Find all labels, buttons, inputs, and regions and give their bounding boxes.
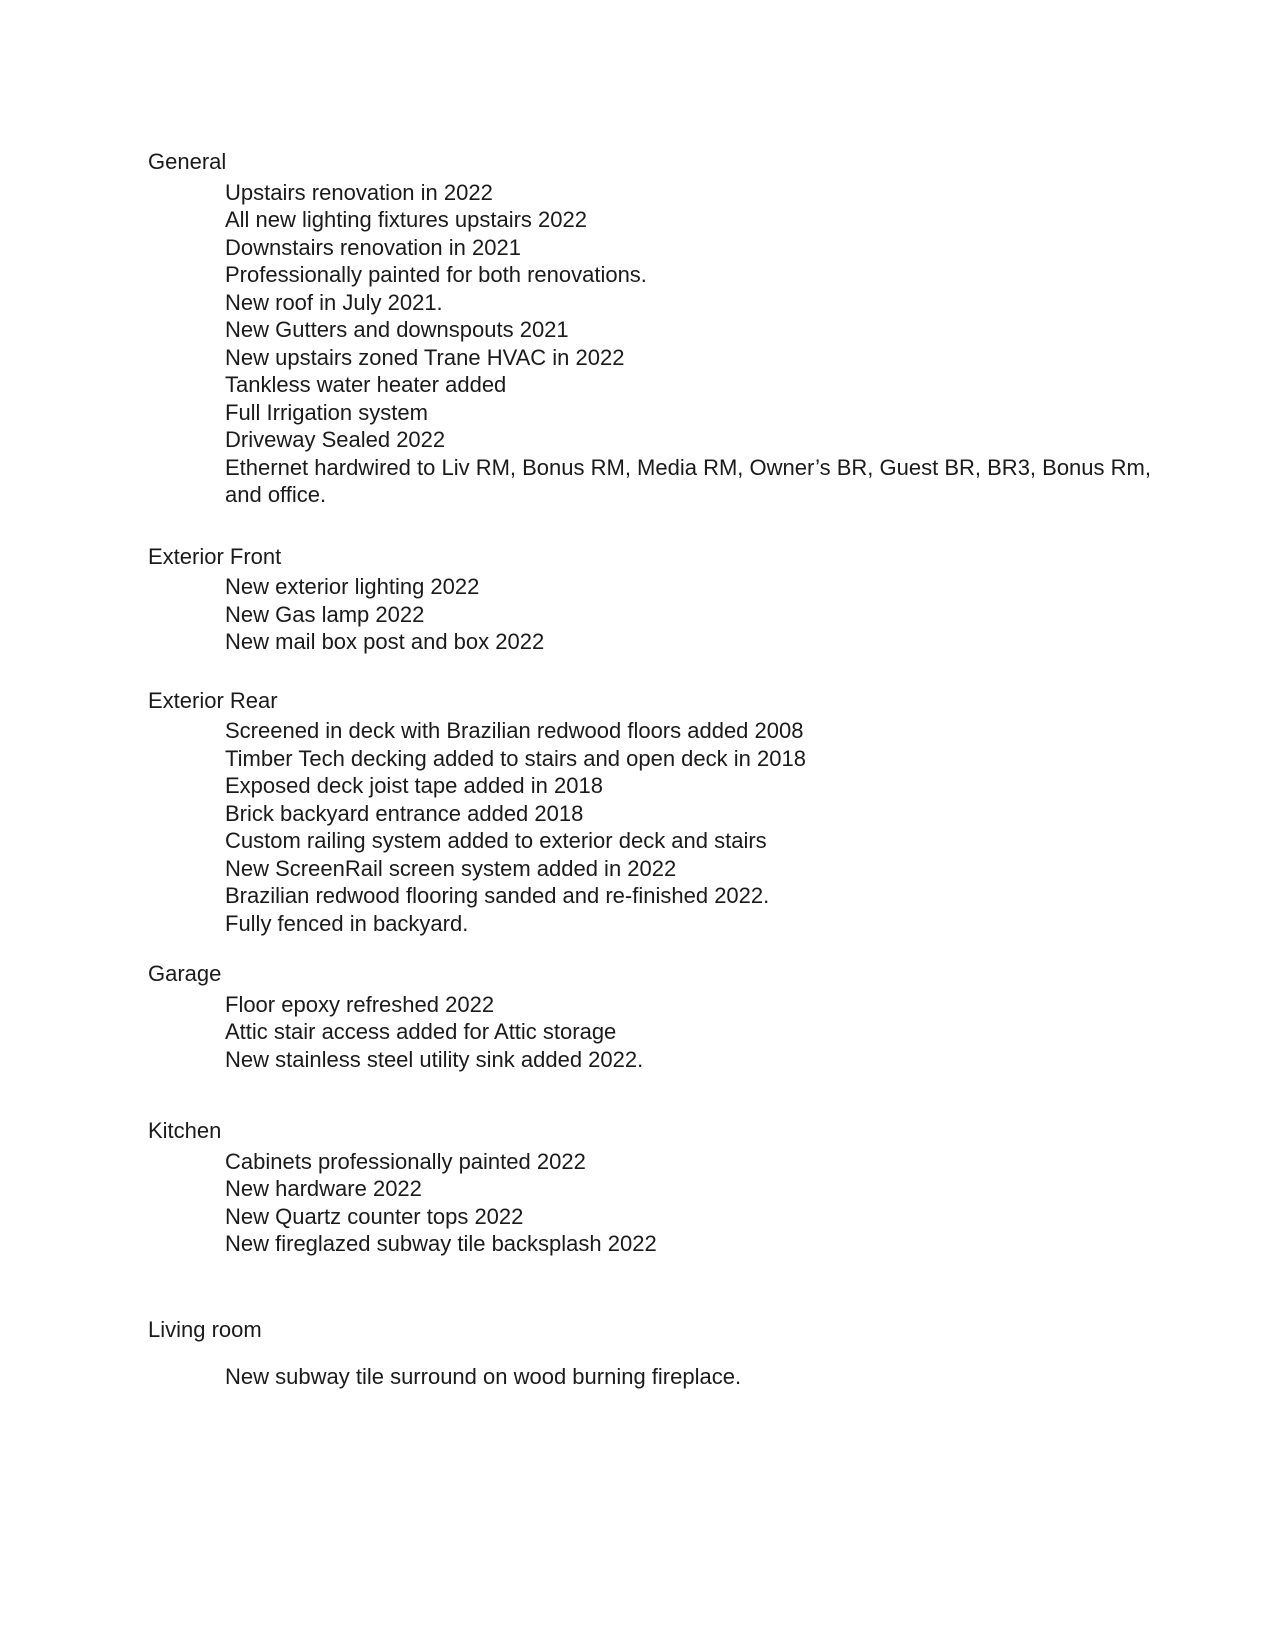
list-item	[148, 1046, 1235, 1074]
list-item-line: Upstairs renovation in 2022	[225, 179, 493, 205]
document-body	[148, 148, 1235, 1391]
list-item	[148, 601, 1235, 629]
list-item	[148, 371, 1235, 399]
list-item	[148, 206, 1235, 234]
list-item	[148, 800, 1235, 828]
list-item-line: New Gas lamp 2022	[225, 601, 425, 627]
list-item-line: Full Irrigation system	[225, 399, 428, 425]
list-item-line: New mail box post and box 2022	[225, 629, 545, 654]
list-item-line: New fireglazed subway tile backsplash 2022	[225, 1231, 657, 1256]
list-item	[148, 426, 1235, 454]
list-item-line: New roof in July 2021.	[225, 289, 443, 315]
list-item	[148, 261, 1235, 289]
list-item-line: New subway tile surround on wood burning fireplace.	[225, 1364, 742, 1389]
list-item	[148, 717, 1235, 745]
list-item	[148, 745, 1235, 773]
list-item	[148, 991, 1235, 1019]
list-item-line: New ScreenRail screen system added in 2022	[225, 855, 677, 881]
list-item	[148, 289, 1235, 317]
section-garage	[148, 960, 1235, 1073]
list-item	[148, 344, 1235, 372]
list-item-line: Driveway Sealed 2022	[225, 427, 446, 452]
list-item-line: Fully fenced in backyard.	[225, 910, 469, 936]
list-item-line: New upstairs zoned Trane HVAC in 2022	[225, 344, 625, 370]
list-item-line: and office.	[225, 482, 327, 507]
list-item	[148, 628, 1235, 656]
list-item-line: New Gutters and downspouts 2021	[225, 317, 569, 342]
list-item-line: New hardware 2022	[225, 1176, 422, 1201]
section-living-room	[148, 1316, 1235, 1391]
section-general	[148, 148, 1235, 509]
list-item	[148, 399, 1235, 427]
section-kitchen	[148, 1117, 1235, 1258]
list-item	[148, 1363, 1235, 1391]
list-item-line: Screened in deck with Brazilian redwood floors added 2008	[225, 718, 804, 743]
list-item-line: Floor epoxy refreshed 2022	[225, 991, 495, 1017]
list-item	[148, 234, 1235, 262]
list-item	[148, 573, 1235, 601]
list-item	[148, 772, 1235, 800]
list-item	[148, 882, 1235, 910]
list-item-line: Professionally painted for both renovations.	[225, 262, 647, 287]
list-item-line: New Quartz counter tops 2022	[225, 1203, 524, 1229]
list-item	[148, 1203, 1235, 1231]
list-item-line: Tankless water heater added	[225, 372, 507, 397]
list-item-line: Attic stair access added for Attic storage	[225, 1019, 617, 1044]
section-heading: Kitchen	[148, 1118, 222, 1143]
list-item-line: Brazilian redwood flooring sanded and re-finished 2022.	[225, 883, 770, 908]
list-item	[148, 454, 1235, 509]
section-heading: Exterior Front	[148, 543, 282, 569]
section-heading: Exterior Rear	[148, 687, 278, 713]
section-heading: Garage	[148, 961, 222, 986]
list-item-line: Exposed deck joist tape added in 2018	[225, 773, 603, 798]
list-item	[148, 1018, 1235, 1046]
list-item	[148, 1230, 1235, 1258]
section-exterior-rear	[148, 687, 1235, 938]
list-item-line: Ethernet hardwired to Liv RM, Bonus RM, Media RM, Owner’s BR, Guest BR, BR3, Bonus Rm,	[225, 454, 1151, 480]
section-heading: General	[148, 149, 227, 174]
list-item-line: Custom railing system added to exterior deck and stairs	[225, 828, 767, 853]
list-item	[148, 910, 1235, 938]
list-item	[148, 1175, 1235, 1203]
list-item	[148, 855, 1235, 883]
section-exterior-front	[148, 543, 1235, 656]
list-item	[148, 1148, 1235, 1176]
section-heading: Living room	[148, 1316, 262, 1342]
list-item-line: Brick backyard entrance added 2018	[225, 800, 584, 826]
list-item	[148, 179, 1235, 207]
list-item	[148, 316, 1235, 344]
list-item-line: Timber Tech decking added to stairs and open deck in 2018	[225, 745, 806, 771]
list-item-line: Cabinets professionally painted 2022	[225, 1148, 586, 1174]
list-item-line: Downstairs renovation in 2021	[225, 234, 521, 260]
list-item	[148, 827, 1235, 855]
list-item-line: All new lighting fixtures upstairs 2022	[225, 207, 587, 232]
list-item-line: New stainless steel utility sink added 2022.	[225, 1046, 644, 1072]
list-item-line: New exterior lighting 2022	[225, 574, 480, 599]
